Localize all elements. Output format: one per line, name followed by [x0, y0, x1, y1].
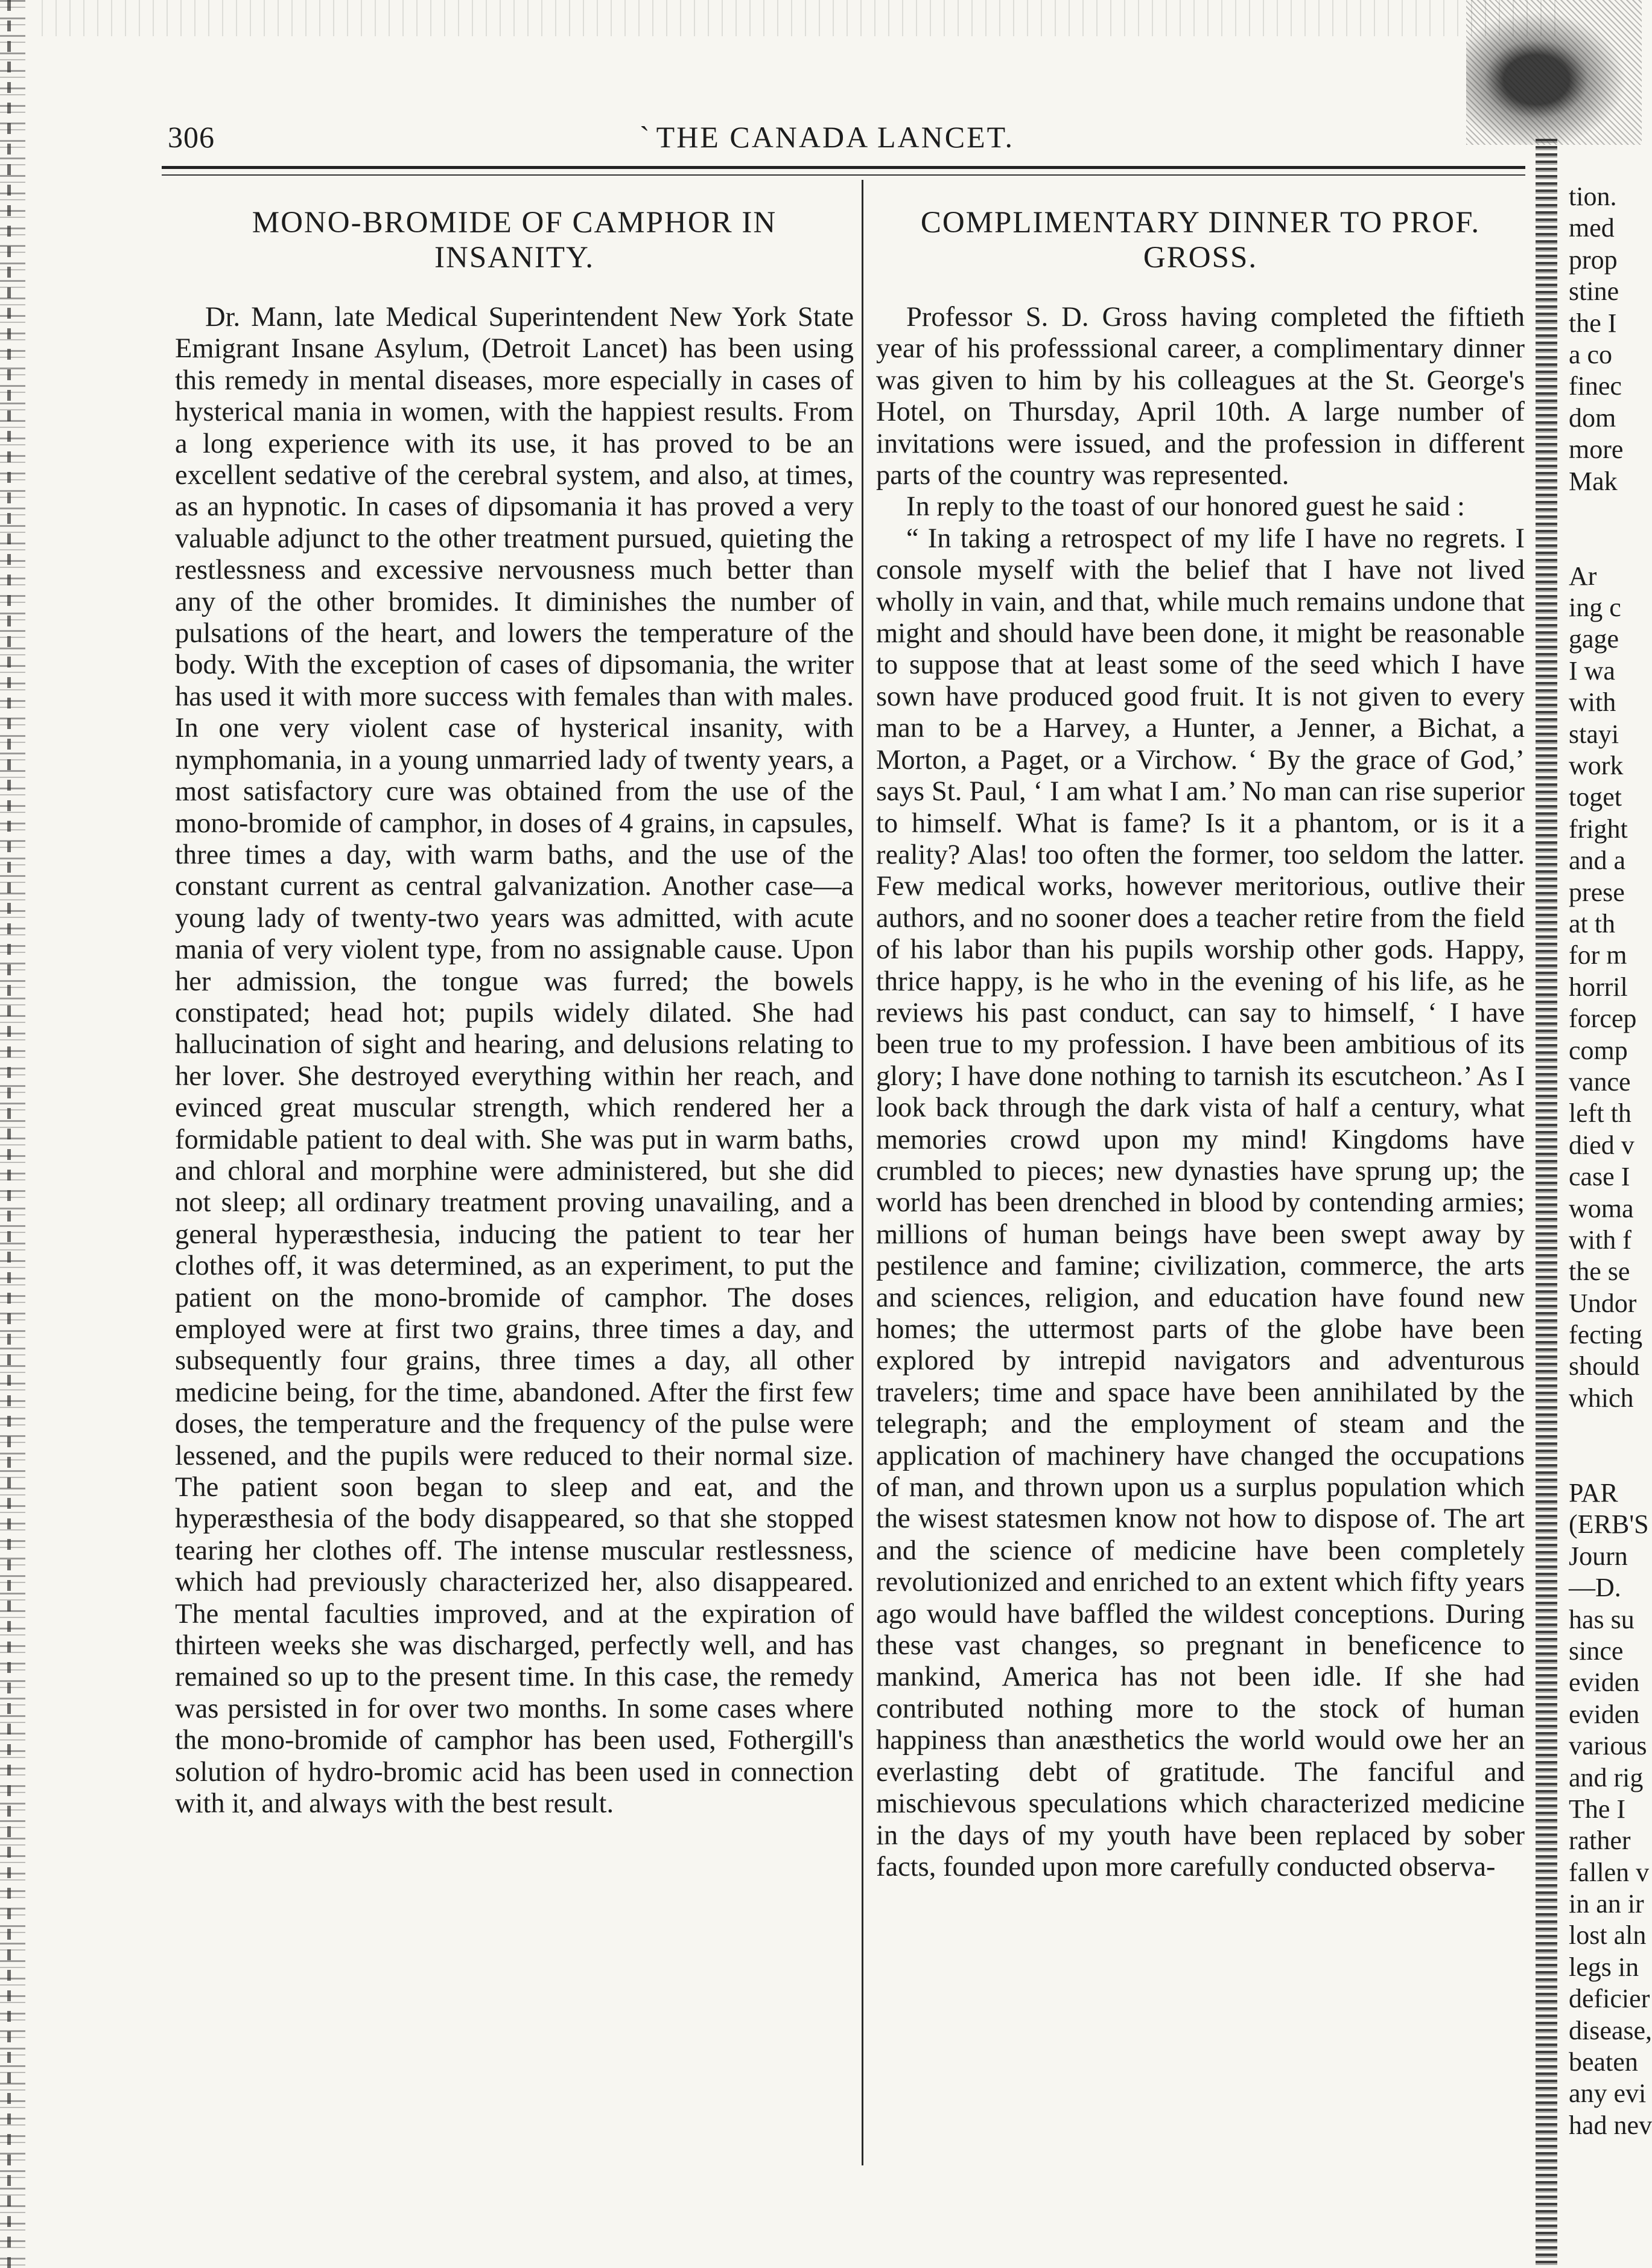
cutoff-text-fragment: lost aln	[1569, 1920, 1647, 1951]
cutoff-text-fragment: med	[1569, 213, 1615, 243]
right-article-paragraph: “ In taking a retrospect of my life I have no regrets. I console myself with the belief that I have not lived wholly in vain, and that, while much remains undone that might and should have been done, it might be reasonable to suppose that at least some of the seed which I have sown have produced good fruit. It is not given to every man to be a Harvey, a Hunter, a Jenner, a Bichat, a Morton, a Paget, or a Virchow. ‘ By the grace of God,’ says St. Paul, ‘ I am what I am.’ No man can rise superior to himself. What is fame? Is it a phantom, or is it a reality? Alas! too often the former, too seldom the latter. Few medical works, however meritorious, outlive their authors, and no sooner does a teacher retire from the field of his labor than his pupils worship other gods. Happy, thrice happy, is he who in the evening of his life, as he reviews his past conduct, can say to himself, ‘ I have been true to my profession. I have been ambitious of its glory; I have done nothing to tarnish its escutcheon.’ As I look back through the dark vista of half a century, what memories crowd upon my mind! Kingdoms have crumbled to pieces; new dynasties have sprung up; the world has been drenched in blood by contending armies; millions of human beings have been swept away by pestilence and famine; civilization, commerce, the arts and sciences, religion, and education have found new homes; the uttermost parts of the globe have been explored by intrepid navigators and adventurous travelers; time and space have been annihilated by the telegraph; and the employment of steam and the application of machinery have changed the occupations of man, and thrown upon us a surplus population which the wisest statesmen know not how to dispose of. The art and the science of medicine have been completely revolutionized and enriched to an extent which fifty years ago would have baffled the wildest conceptions. During these vast changes, so pregnant in beneficence to mankind, America has not been idle. If she had contributed nothing more to the stock of human happiness than anæsthetics the world would owe her an everlasting debt of gratitude. The fanciful and mischievous speculations which characterized medicine in the days of my youth have been replaced by sober facts, founded upon more carefully conducted observa-	[876, 523, 1525, 1882]
left-article	[175, 205, 854, 1820]
cutoff-text-fragment: fallen v	[1569, 1857, 1650, 1887]
cutoff-text-fragment: disease,	[1569, 2015, 1652, 2045]
cutoff-text-fragment: dom	[1569, 403, 1616, 433]
cutoff-text-fragment: a co	[1569, 339, 1613, 369]
left-article-title: MONO-BROMIDE OF CAMPHOR IN INSANITY.	[252, 206, 777, 275]
cutoff-text-fragment: and rig	[1569, 1762, 1644, 1792]
cutoff-text-fragment: prese	[1569, 877, 1625, 907]
cutoff-text-fragment: with f	[1569, 1225, 1631, 1255]
cutoff-text-fragment: I wa	[1569, 655, 1615, 686]
cutoff-text-fragment: the se	[1569, 1257, 1630, 1287]
cutoff-spacer	[1569, 1414, 1642, 1445]
binding-edge	[0, 0, 25, 2268]
cutoff-text-fragment: at th	[1569, 908, 1615, 938]
cutoff-spacer	[1569, 529, 1642, 560]
cutoff-text-fragment: had nev	[1569, 2110, 1652, 2140]
cutoff-text-fragment: case I	[1569, 1162, 1630, 1192]
cutoff-text-fragment: fecting	[1569, 1320, 1643, 1350]
cutoff-text-fragment: should	[1569, 1351, 1640, 1381]
cutoff-text-fragment: died v	[1569, 1130, 1635, 1160]
cutoff-text-fragment: stine	[1569, 276, 1619, 307]
cutoff-text-fragment: Undor	[1569, 1288, 1637, 1318]
cutoff-text-fragment: comp	[1569, 1035, 1628, 1065]
cutoff-text-fragment: gage	[1569, 624, 1619, 654]
right-article-title: COMPLIMENTARY DINNER TO PROF. GROSS.	[920, 206, 1481, 275]
cutoff-text-fragment: PAR	[1569, 1478, 1618, 1508]
scan-noise-top	[36, 0, 1557, 36]
cutoff-text-fragment: ing c	[1569, 593, 1621, 623]
cutoff-text-fragment: the I	[1569, 308, 1617, 338]
cutoff-text-fragment: any evi	[1569, 2078, 1647, 2109]
cutoff-text-fragment: has su	[1569, 1604, 1635, 1634]
cutoff-text-fragment: finec	[1569, 371, 1622, 401]
page-number: 306	[168, 120, 215, 154]
cutoff-spacer	[1569, 497, 1642, 529]
cutoff-text-fragment: various	[1569, 1731, 1647, 1761]
running-title: ` THE CANADA LANCET.	[640, 119, 1014, 154]
cutoff-text-fragment: prop	[1569, 244, 1618, 275]
cutoff-text-fragment: horril	[1569, 972, 1628, 1002]
cutoff-text-fragment: vance	[1569, 1066, 1631, 1097]
cutoff-text-fragment: eviden	[1569, 1699, 1640, 1729]
cutoff-text-fragment: woma	[1569, 1193, 1634, 1223]
cutoff-text-fragment: fright	[1569, 814, 1628, 844]
cutoff-text-fragment: —D.	[1569, 1573, 1621, 1603]
cutoff-text-fragment: left th	[1569, 1098, 1631, 1129]
cutoff-text-fragment: (ERB'S	[1569, 1509, 1649, 1540]
header-rule-thin	[162, 174, 1525, 176]
cutoff-text-fragment: work	[1569, 751, 1624, 781]
cutoff-text-fragment: deficier	[1569, 1984, 1650, 2014]
right-article-paragraph: In reply to the toast of our honored guest he said :	[906, 491, 1465, 523]
cutoff-text-fragment: Ar	[1569, 561, 1597, 591]
left-article-paragraph: Dr. Mann, late Medical Superintendent New York State Emigrant Insane Asylum, (Detroit Lancet) has been using this remedy in mental diseases, more especially in cases of hysterical mania in women, with the happiest results. From a long experience with its use, it has proved to be an excellent sedative of the cerebral system, and also, at times, as an hypnotic. In cases of dipsomania it has proved a very valuable adjunct to the other treatment pursued, quieting the restlessness and excessive nervousness much better than any of the other bromides. It diminishes the number of pulsations of the heart, and lowers the temperature of the body. With the exception of cases of dipsomania, the writer has used it with more success with females than with males. In one very violent case of hysterical insanity, with nymphomania, in a young unmarried lady of twenty years, a most satisfactory cure was obtained from the use of the mono-bromide of camphor, in doses of 4 grains, in capsules, three times a day, with warm baths, and the use of the constant current as central galvanization. Another case—a young lady of twenty-two years was admitted, with acute mania of very violent type, from no assignable cause. Upon her admission, the tongue was furred; the bowels constipated; head hot; pupils widely dilated. She had hallucination of sight and hearing, and delusions relating to her lover. She destroyed everything within her reach, and evinced great muscular strength, which rendered her a formidable patient to deal with. She was put in warm baths, and chloral and morphine were administered, but she did not sleep; all ordinary treatment proving unavailing, and a general hyperæsthesia, inducing the patient to tear her clothes off, it was determined, as an experiment, to put the patient on the mono-bromide of camphor. The doses employed were at first two grains, three times a day, and subsequently four grains, three times a day, all other medicine being, for the time, abandoned. After the first few doses, the temperature and the frequency of the pulse were lessened, and the pupils were reduced to their normal size. The patient soon began to sleep and eat, and the hyperæsthesia of the body disappeared, so that she stopped tearing her clothes off. The intense muscular restlessness, which had previously characterized her, also disappeared. The mental faculties improved, and at the expiration of thirteen weeks she was discharged, perfectly well, and has remained so up to the present time. In this case, the remedy was persisted in for over two months. In some cases where the mono-bromide of camphor has been used, Fothergill's solution of hydro-bromic acid has been used in connection with it, and always with the best result.	[175, 302, 854, 1820]
right-article	[876, 205, 1525, 1883]
cutoff-text-fragment: in an ir	[1569, 1889, 1644, 1919]
cutoff-text-fragment: toget	[1569, 782, 1622, 812]
cutoff-text-fragment: for m	[1569, 940, 1627, 970]
right-article-paragraph: Professor S. D. Gross having completed the fiftieth year of his professsional career, a complimentary dinner was given to him by his colleagues at the St. George's Hotel, on Thursday, April 10th. A large number of invitations were issued, and the profession in different parts of the country was represented.	[876, 302, 1525, 491]
cutoff-text-fragment: Journ	[1569, 1541, 1628, 1571]
cutoff-text-fragment: The I	[1569, 1794, 1626, 1824]
cutoff-text-fragment: stayi	[1569, 719, 1619, 749]
gutter-shadow	[1536, 139, 1557, 2268]
cutoff-text-fragment: tion.	[1569, 182, 1617, 211]
cutoff-text-fragment: more	[1569, 435, 1624, 465]
cutoff-text-fragment: eviden	[1569, 1668, 1640, 1698]
header-rule	[162, 166, 1525, 169]
cutoff-text-fragment: with	[1569, 687, 1616, 718]
cutoff-text-fragment: forcep	[1569, 1004, 1637, 1034]
cutoff-text-fragment: Mak	[1569, 466, 1618, 496]
cutoff-text-fragment: since	[1569, 1636, 1624, 1666]
cutoff-text-fragment: beaten	[1569, 2047, 1638, 2077]
cutoff-text-fragment: and a	[1569, 846, 1626, 876]
cutoff-text-fragment: rather	[1569, 1826, 1631, 1856]
corner-smudge	[1466, 0, 1642, 145]
cutoff-text-fragment: legs in	[1569, 1952, 1639, 1982]
cutoff-spacer	[1569, 1446, 1642, 1477]
column-divider	[862, 180, 863, 2165]
cutoff-next-page-strip	[1569, 181, 1652, 2268]
cutoff-text-fragment: which	[1569, 1383, 1634, 1413]
